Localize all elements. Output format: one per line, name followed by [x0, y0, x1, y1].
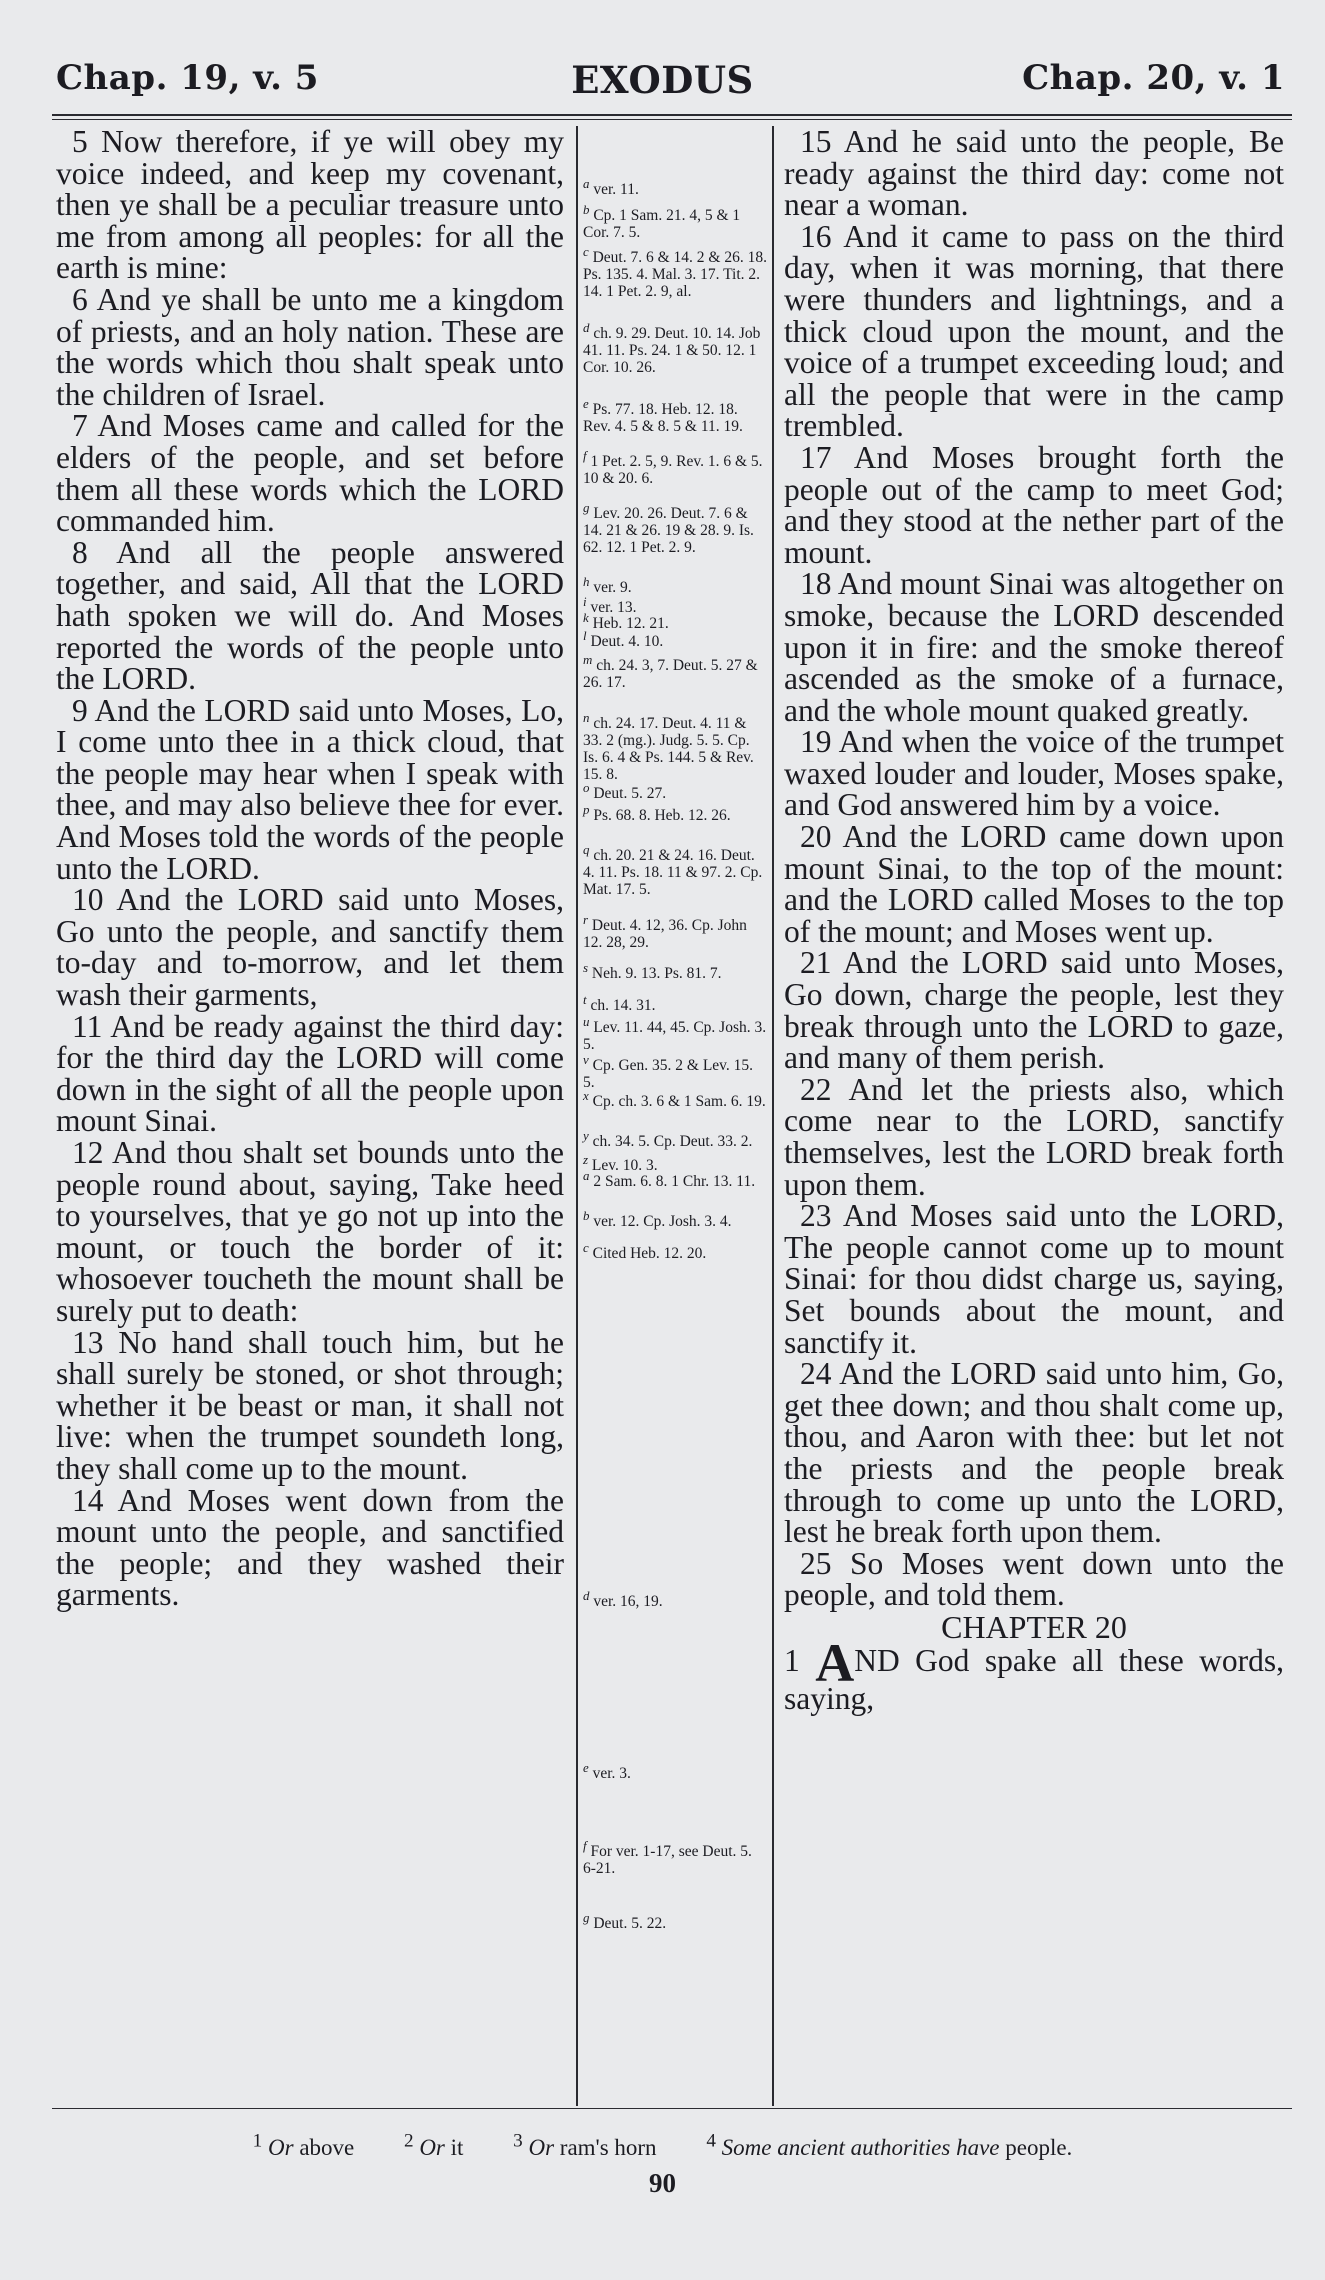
- column-divider-left: [576, 126, 578, 2106]
- verse: 25 So Moses went down unto the people, and told them.: [784, 1545, 1284, 1613]
- cross-reference: $^y$ ch. 34. 5. Cp. Deut. 33. 2.: [583, 1128, 753, 1151]
- text-column-left: [56, 126, 564, 1611]
- cross-reference: $^b$ Cp. 1 Sam. 21. 4, 5 & 1 Cor. 7. 5.: [583, 202, 741, 241]
- verse: 15 And he said unto the people, Be ready against the third day: come not near a woman.: [784, 124, 1284, 223]
- header-rule-thin: [52, 119, 1292, 120]
- cross-reference: $^s$ Neh. 9. 13. Ps. 81. 7.: [583, 960, 722, 983]
- cross-reference-column: [583, 126, 768, 2106]
- verse-number: 1: [784, 1642, 800, 1678]
- cross-reference: $^t$ ch. 14. 31.: [583, 992, 656, 1015]
- column-divider-right: [772, 126, 774, 2106]
- verse: 24 And the LORD said unto him, Go, get thee down; and thou shalt come up, thou, and Aaron with thee: but let not the priests and the people break through to come up unto the LORD, lest he break forth upon them.: [784, 1356, 1284, 1550]
- text-column-right: [784, 126, 1284, 1715]
- footnote-rule: [52, 2108, 1292, 2109]
- footnote: $^3$ Or ram's horn: [513, 2130, 657, 2160]
- cross-reference: $^b$ ver. 12. Cp. Josh. 3. 4.: [583, 1208, 732, 1231]
- verse: 12 And thou shalt set bounds unto the people round about, saying, Take heed to yourselves, that ye go not up into the mount, or touch the border of it: whosoever toucheth the mount shall be surely put to death:: [56, 1135, 564, 1328]
- footnote: $^4$ Some ancient authorities have people.: [706, 2130, 1073, 2160]
- cross-reference: $^q$ ch. 20. 21 & 24. 16. Deut. 4. 11. Ps. 18. 11 & 97. 2. Cp. Mat. 17. 5.: [583, 842, 763, 898]
- verse: 14 And Moses went down from the mount unto the people, and sanctified the people; and they washed their garments.: [56, 1482, 564, 1613]
- verse: 5 Now therefore, if ye will obey my voice indeed, and keep my covenant, then ye shall be a peculiar treasure unto me from among all peoples: for all the earth is mine:: [56, 124, 564, 286]
- header-rule: [52, 114, 1292, 116]
- cross-reference: $^v$ Cp. Gen. 35. 2 & Lev. 15. 5.: [583, 1052, 754, 1091]
- cross-reference: $^c$ Deut. 7. 6 & 14. 2 & 26. 18. Ps. 135. 4. Mal. 3. 17. Tit. 2. 14. 1 Pet. 2. 9, al.: [583, 244, 767, 300]
- cross-reference: $^a$ 2 Sam. 6. 8. 1 Chr. 13. 11.: [583, 1168, 756, 1191]
- cross-reference: $^u$ Lev. 11. 44, 45. Cp. Josh. 3. 5.: [583, 1014, 767, 1053]
- cross-reference: $^e$ Ps. 77. 18. Heb. 12. 18. Rev. 4. 5 & 8. 5 & 11. 19.: [583, 396, 743, 435]
- cross-reference: $^c$ Cited Heb. 12. 20.: [583, 1240, 707, 1263]
- footnote: $^1$ Or above: [252, 2130, 355, 2160]
- drop-initial: A: [815, 1632, 855, 1693]
- cross-reference: $^n$ ch. 24. 17. Deut. 4. 11 & 33. 2 (mg.). Judg. 5. 5. Cp. Is. 6. 4 & Ps. 144. 5 & Rev. 15. 8.: [583, 710, 754, 783]
- verse: 9 And the LORD said unto Moses, Lo, I come unto thee in a thick cloud, that the people may hear when I speak with thee, and may also believe thee for ever. And Moses told the words of the people unto the LORD.: [56, 692, 564, 886]
- verse: 6 And ye shall be unto me a kingdom of priests, and an holy nation. These are the words which thou shalt speak unto the children of Israel.: [56, 281, 564, 412]
- cross-reference: $^f$ For ver. 1-17, see Deut. 5. 6-21.: [583, 1838, 752, 1877]
- cross-reference: $^e$ ver. 3.: [583, 1760, 631, 1783]
- verse: 13 No hand shall touch him, but he shall surely be stoned, or shot through; whether it be beast or man, it shall not live: when the trumpet soundeth long, they shall come up to the mount.: [56, 1324, 564, 1486]
- cross-reference: $^p$ Ps. 68. 8. Heb. 12. 26.: [583, 802, 731, 825]
- book-title: EXODUS: [571, 58, 754, 102]
- cross-reference: $^x$ Cp. ch. 3. 6 & 1 Sam. 6. 19.: [583, 1088, 766, 1111]
- verse: 7 And Moses came and called for the elders of the people, and set before them all these words which the LORD commanded him.: [56, 408, 564, 539]
- verse: 22 And let the priests also, which come near to the LORD, sanctify themselves, lest the LORD break forth upon them.: [784, 1071, 1284, 1202]
- cross-reference: $^d$ ver. 16, 19.: [583, 1588, 663, 1611]
- running-head-left: Chap. 19, v. 5: [56, 58, 319, 98]
- cross-reference: $^o$ Deut. 5. 27.: [583, 780, 667, 803]
- cross-reference: $^m$ ch. 24. 3, 7. Deut. 5. 27 & 26. 17.: [583, 652, 758, 691]
- cross-reference: $^i$ ver. 13.: [583, 594, 637, 617]
- cross-reference: $^r$ Deut. 4. 12, 36. Cp. John 12. 28, 29.: [583, 912, 747, 951]
- chapter-heading: CHAPTER 20: [941, 1608, 1127, 1645]
- cross-reference: $^d$ ch. 9. 29. Deut. 10. 14. Job 41. 11. Ps. 24. 1 & 50. 12. 1 Cor. 10. 26.: [583, 320, 761, 376]
- page-number: 90: [649, 2168, 676, 2198]
- verse: 16 And it came to pass on the third day, when it was morning, that there were thunders and lightnings, and a thick cloud upon the mount, and the voice of a trumpet exceeding loud; and all the people that were in the camp trembled.: [784, 218, 1284, 444]
- cross-reference: $^h$ ver. 9.: [583, 574, 632, 597]
- verse: 11 And be ready against the third day: for the third day the LORD will come down in the sight of all the people upon mount Sinai.: [56, 1008, 564, 1139]
- verse: 10 And the LORD said unto Moses, Go unto the people, and sanctify them to-day and to-morrow, and let them wash their garments,: [56, 882, 564, 1013]
- running-head-right: Chap. 20, v. 1: [1022, 58, 1285, 98]
- footnote: $^2$ Or it: [403, 2130, 464, 2160]
- verse: 18 And mount Sinai was altogether on smoke, because the LORD descended upon it in fire: and the smoke thereof ascended as the smoke of a furnace, and the whole mount quaked greatly.: [784, 566, 1284, 728]
- verse: 17 And Moses brought forth the people out of the camp to meet God; and they stood at the nether part of the mount.: [784, 439, 1284, 570]
- cross-reference: $^g$ Lev. 20. 26. Deut. 7. 6 & 14. 21 & 26. 19 & 28. 9. Is. 62. 12. 1 Pet. 2. 9.: [583, 500, 754, 556]
- cross-reference: $^a$ ver. 11.: [583, 176, 639, 199]
- cross-reference: $^z$ Lev. 10. 3.: [583, 1152, 658, 1175]
- verse: 8 And all the people answered together, and said, All that the LORD hath spoken we will do. And Moses reported the words of the people unto the LORD.: [56, 534, 564, 697]
- footnotes: [0, 2130, 1325, 2161]
- verse: 21 And the LORD said unto Moses, Go down, charge the people, lest they break through unto the LORD to gaze, and many of them perish.: [784, 945, 1284, 1076]
- verse: 23 And Moses said unto the LORD, The people cannot come up to mount Sinai: for thou didst charge us, saying, Set bounds about the mount, and sanctify it.: [784, 1198, 1284, 1360]
- cross-reference: $^f$ 1 Pet. 2. 5, 9. Rev. 1. 6 & 5. 10 & 20. 6.: [583, 448, 763, 487]
- cross-reference: $^k$ Heb. 12. 21.: [583, 610, 669, 633]
- cross-reference: $^g$ Deut. 5. 22.: [583, 1910, 667, 1933]
- verse: 19 And when the voice of the trumpet waxed louder and louder, Moses spake, and God answered him by a voice.: [784, 724, 1284, 823]
- verse: 20 And the LORD came down upon mount Sinai, to the top of the mount: and the LORD called Moses to the top of the mount; and Moses went up.: [784, 819, 1284, 949]
- cross-reference: $^l$ Deut. 4. 10.: [583, 628, 664, 651]
- chapter-first-verse: [784, 1632, 1285, 1716]
- verse-text: ND God spake all these words, saying,: [784, 1642, 1285, 1716]
